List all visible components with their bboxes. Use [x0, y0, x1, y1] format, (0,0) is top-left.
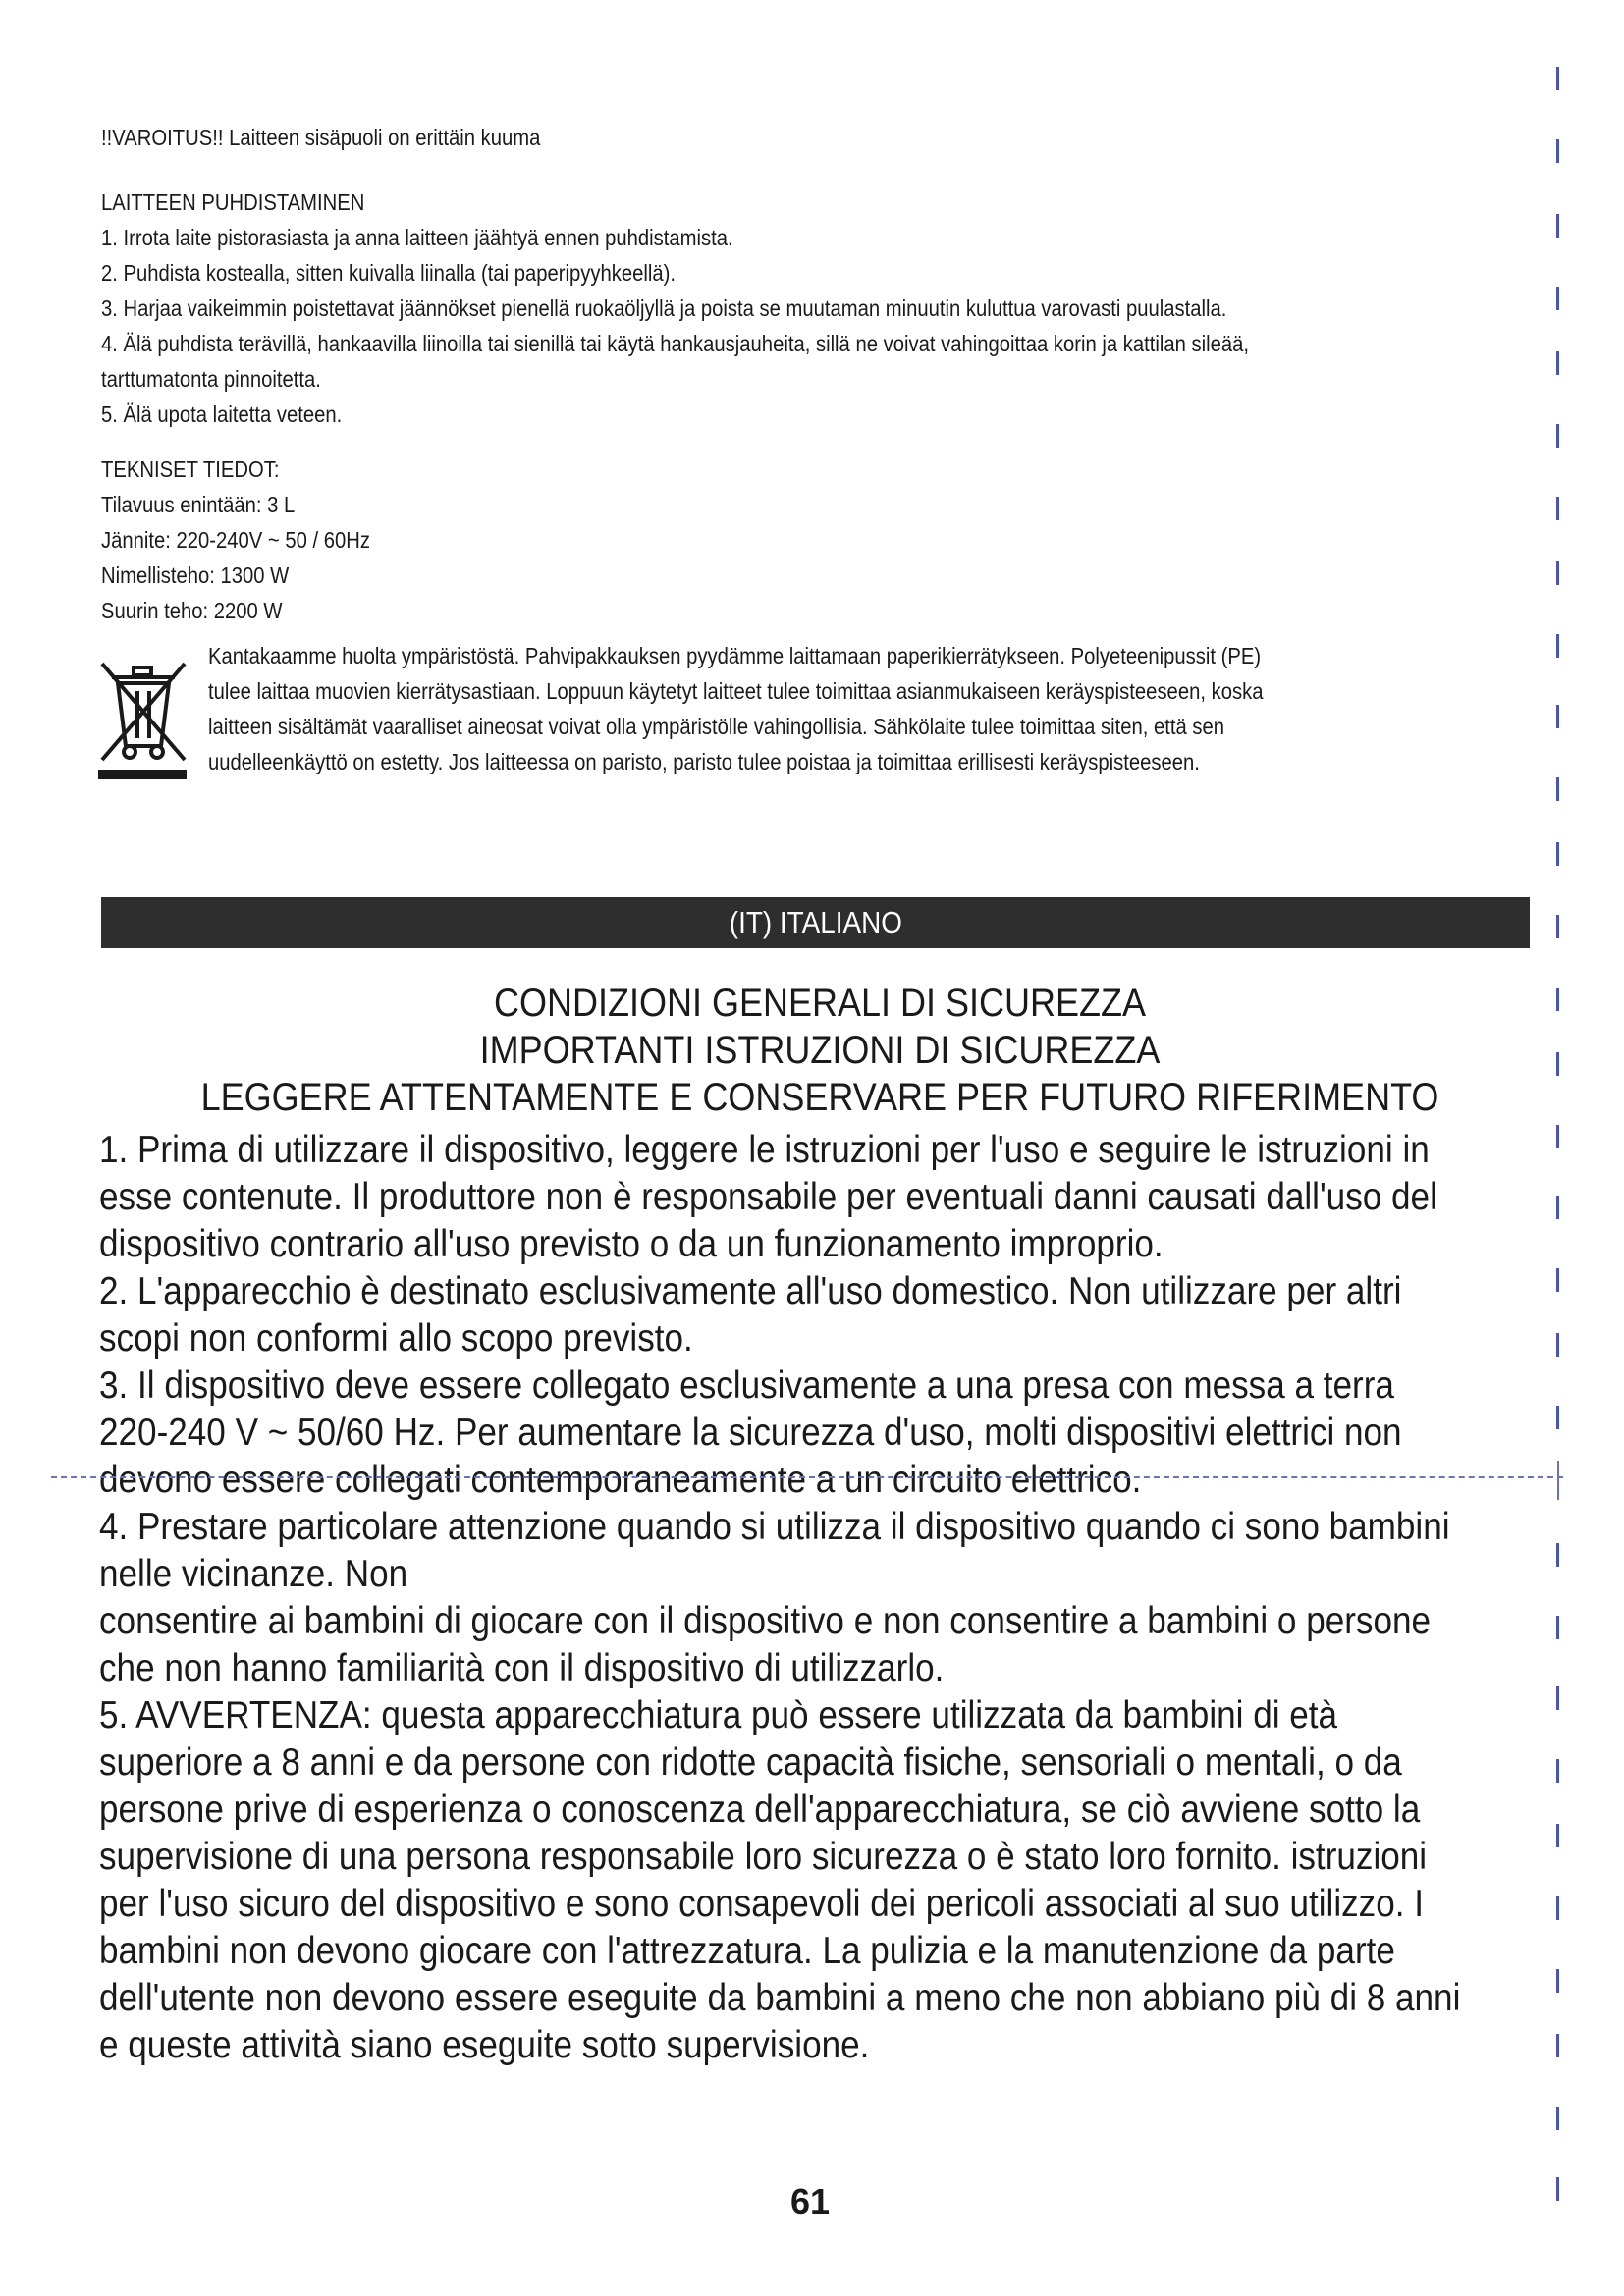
- margin-tick: [1556, 67, 1559, 90]
- cleaning-section: [101, 185, 1249, 432]
- body-line: supervisione di una persona responsabile loro sicurezza o è stato loro fornito. istruzioni: [99, 1836, 1428, 1878]
- specs-line: Suurin teho: 2200 W: [101, 598, 283, 623]
- body-line: scopi non conformi allo scopo previsto.: [99, 1317, 693, 1360]
- margin-tick: [1556, 842, 1559, 866]
- margin-tick: [1556, 1268, 1559, 1292]
- margin-tick: [1556, 1406, 1559, 1429]
- margin-tick: [1556, 1616, 1559, 1639]
- body-line: persone prive di esperienza o conoscenza dell'apparecchiatura, se ciò avviene sotto la: [99, 1789, 1421, 1831]
- body-line: per l'uso sicuro del dispositivo e sono consapevoli dei pericoli associati al suo utilizzo. I: [99, 1883, 1425, 1925]
- body-line: dispositivo contrario all'uso previsto o da un funzionamento improprio.: [99, 1223, 1164, 1265]
- margin-tick: [1556, 139, 1559, 163]
- margin-tick: [1556, 497, 1559, 520]
- body-line: 2. L'apparecchio è destinato esclusivamente all'uso domestico. Non utilizzare per altri: [99, 1270, 1402, 1312]
- margin-tick: [1556, 287, 1559, 310]
- cleaning-line: 3. Harjaa vaikeimmin poistettavat jäännökset pienellä ruokaöljyllä ja poista se muutaman minuutin kuluttua varovasti puulastalla.: [101, 295, 1227, 321]
- warning-line: !!VAROITUS!! Laitteen sisäpuoli on erittäin kuuma: [101, 125, 541, 150]
- heading-line: IMPORTANTI ISTRUZIONI DI SICUREZZA: [479, 1029, 1161, 1072]
- margin-tick: [1556, 1125, 1559, 1148]
- margin-tick: [1556, 2107, 1559, 2130]
- margin-tick: [1556, 988, 1559, 1011]
- margin-tick: [1556, 705, 1559, 728]
- margin-tick: [1556, 915, 1559, 938]
- body-line: e queste attività siano eseguite sotto supervisione.: [99, 2024, 870, 2066]
- env-line: laitteen sisältämät vaaralliset aineosat voivat olla ympäristölle vahingollisia. Sähkölaite tulee toimittaa siten, että sen: [208, 714, 1225, 739]
- margin-tick: [1556, 1686, 1559, 1710]
- body-line: dell'utente non devono essere eseguite da bambini a meno che non abbiano più di 8 anni: [99, 1977, 1461, 2019]
- cleaning-line: 4. Älä puhdista terävillä, hankaavilla liinoilla tai sienillä tai käytä hankausjauheita, sillä ne voivat vahingoittaa korin ja kattilan sileää,: [101, 331, 1249, 356]
- cleaning-line: 5. Älä upota laitetta veteen.: [101, 401, 343, 427]
- specs-section: [101, 452, 370, 628]
- specs-title: TEKNISET TIEDOT:: [101, 456, 280, 482]
- body-line: 1. Prima di utilizzare il dispositivo, leggere le istruzioni per l'uso e seguire le istruzioni in: [99, 1129, 1430, 1171]
- cleaning-title: LAITTEEN PUHDISTAMINEN: [101, 189, 365, 215]
- margin-tick: [1556, 1969, 1559, 1993]
- heading-line: LEGGERE ATTENTAMENTE E CONSERVARE PER FUTURO RIFERIMENTO: [200, 1076, 1439, 1119]
- environment-notice: [208, 638, 1263, 779]
- specs-line: Tilavuus enintään: 3 L: [101, 492, 296, 517]
- body-line: 3. Il dispositivo deve essere collegato esclusivamente a una presa con messa a terra: [99, 1364, 1394, 1407]
- body-line: esse contenute. Il produttore non è responsabile per eventuali danni causati dall'uso del: [99, 1176, 1437, 1218]
- specs-line: Nimellisteho: 1300 W: [101, 562, 290, 588]
- body-line: che non hanno familiarità con il dispositivo di utilizzarlo.: [99, 1647, 945, 1689]
- body-line: 220-240 V ~ 50/60 Hz. Per aumentare la sicurezza d'uso, molti dispositivi elettrici non: [99, 1412, 1402, 1454]
- margin-tick: [1556, 424, 1559, 448]
- cleaning-line: tarttumatonta pinnoitetta.: [101, 366, 321, 392]
- cleaning-line: 2. Puhdista kostealla, sitten kuivalla liinalla (tai paperipyyhkeellä).: [101, 260, 677, 286]
- margin-tick: [1556, 2034, 1559, 2057]
- margin-tick: [1556, 1196, 1559, 1219]
- page-number: 61: [789, 2181, 831, 2221]
- italian-body: [99, 1127, 1460, 2069]
- margin-tick: [1556, 1543, 1559, 1567]
- margin-tick: [1556, 1824, 1559, 1847]
- body-line: nelle vicinanze. Non: [99, 1553, 408, 1595]
- margin-tick: [1556, 2177, 1559, 2201]
- body-line: consentire ai bambini di giocare con il dispositivo e non consentire a bambini o persone: [99, 1600, 1432, 1642]
- body-line: superiore a 8 anni e da persone con ridotte capacità fisiche, sensoriali o mentali, o da: [99, 1741, 1402, 1784]
- margin-tick: [1556, 777, 1559, 801]
- fold-guide-cross: [1557, 1461, 1559, 1500]
- body-line: 5. AVVERTENZA: questa apparecchiatura può essere utilizzata da bambini di età: [99, 1694, 1338, 1736]
- margin-tick: [1556, 1896, 1559, 1920]
- margin-tick: [1556, 1333, 1559, 1357]
- body-line: bambini non devono giocare con l'attrezzatura. La pulizia e la manutenzione da parte: [99, 1930, 1395, 1972]
- section-label: (IT) ITALIANO: [729, 905, 902, 939]
- margin-tick: [1556, 214, 1559, 238]
- body-line: 4. Prestare particolare attenzione quando si utilizza il dispositivo quando ci sono bambini: [99, 1506, 1450, 1548]
- env-line: Kantakaamme huolta ympäristöstä. Pahvipakkauksen pyydämme laittamaan paperikierrätykseen. Polyeteenipussit (PE): [208, 643, 1262, 668]
- margin-tick: [1556, 1759, 1559, 1783]
- italian-headings: [171, 980, 1470, 1121]
- fold-guide-line: [51, 1476, 1563, 1478]
- margin-tick: [1556, 1052, 1559, 1076]
- margin-tick: [1556, 634, 1559, 658]
- body-line: devono essere collegati contemporaneamente a un circuito elettrico.: [99, 1459, 1142, 1501]
- margin-tick: [1556, 561, 1559, 585]
- margin-tick: [1556, 351, 1559, 375]
- heading-line: CONDIZIONI GENERALI DI SICUREZZA: [493, 982, 1147, 1025]
- cleaning-line: 1. Irrota laite pistorasiasta ja anna laitteen jäähtyä ennen puhdistamista.: [101, 225, 733, 250]
- section-header-bar: [101, 897, 1530, 948]
- specs-line: Jännite: 220-240V ~ 50 / 60Hz: [101, 527, 370, 553]
- env-line: uudelleenkäyttö on estetty. Jos laitteessa on paristo, paristo tulee poistaa ja toimittaa erillisesti keräyspisteeseen.: [208, 749, 1200, 774]
- warning-text: [101, 120, 540, 155]
- recycle-bin-icon: [94, 656, 192, 783]
- env-line: tulee laittaa muovien kierrätysastiaan. Loppuun käytetyt laitteet tulee toimittaa asianmukaiseen keräyspisteeseen, koska: [208, 678, 1264, 704]
